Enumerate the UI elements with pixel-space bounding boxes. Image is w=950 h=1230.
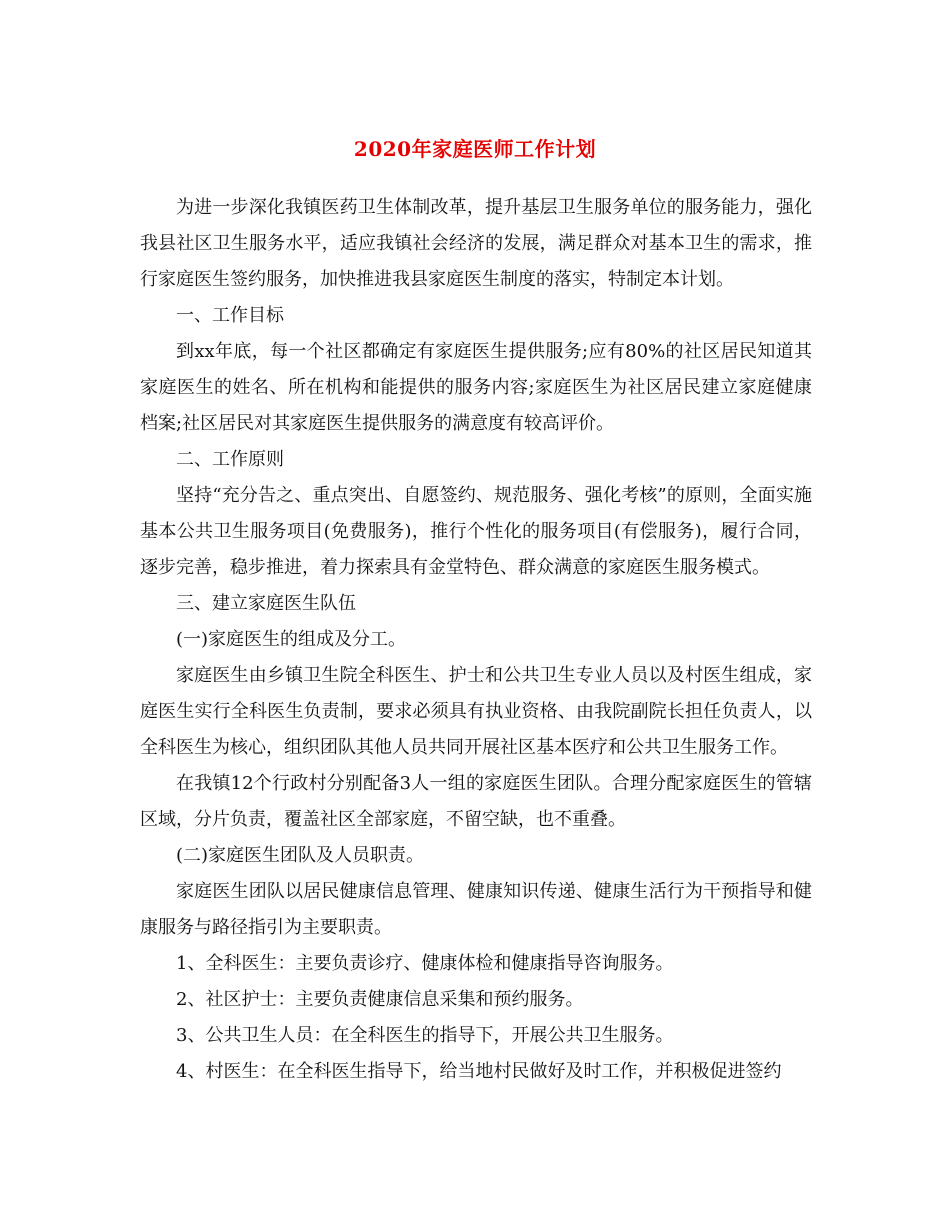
list-item-village-doctor: 4、村医生：在全科医生指导下，给当地村民做好及时工作，并积极促进签约: [176, 1061, 782, 1082]
document-body: [140, 190, 812, 1090]
list-item-general-practitioner: 1、全科医生：主要负责诊疗、健康体检和健康指导咨询服务。: [176, 953, 674, 974]
list-item-public-health-staff: 3、公共卫生人员：在全科医生的指导下，开展公共卫生服务。: [176, 1025, 674, 1046]
heading-work-goals: 一、工作目标: [176, 305, 284, 326]
paragraph-work-goals: 到xx年底，每一个社区都确定有家庭医生提供服务;应有80%的社区居民知道其家庭医生的姓名、所在机构和能提供的服务内容;家庭医生为社区居民建立家庭健康档案;社区居民对其家庭医生提供服务的满意度有较高评价。: [140, 341, 812, 434]
list-item-community-nurse: 2、社区护士：主要负责健康信息采集和预约服务。: [176, 989, 584, 1010]
paragraph-team-composition: 家庭医生由乡镇卫生院全科医生、护士和公共卫生专业人员以及村医生组成，家庭医生实行全科医生负责制，要求必须具有执业资格、由我院副院长担任负责人，以全科医生为核心，组织团队其他人员共同开展社区基本医疗和公共卫生服务工作。: [140, 665, 812, 758]
paragraph-team-duties: 家庭医生团队以居民健康信息管理、健康知识传递、健康生活行为干预指导和健康服务与路径指引为主要职责。: [140, 881, 812, 938]
subheading-team-duties: (二)家庭医生团队及人员职责。: [176, 845, 425, 866]
document-title: 2020年家庭医师工作计划: [353, 137, 597, 162]
subheading-team-composition: (一)家庭医生的组成及分工。: [176, 629, 407, 650]
heading-build-team: 三、建立家庭医生队伍: [176, 593, 356, 614]
paragraph-intro: 为进一步深化我镇医药卫生体制改革，提升基层卫生服务单位的服务能力，强化我县社区卫生服务水平，适应我镇社会经济的发展，满足群众对基本卫生的需求，推行家庭医生签约服务，加快推进我县家庭医生制度的落实，特制定本计划。: [140, 197, 812, 290]
paragraph-team-allocation: 在我镇12个行政村分别配备3人一组的家庭医生团队。合理分配家庭医生的管辖区域，分片负责，覆盖社区全部家庭，不留空缺，也不重叠。: [140, 773, 812, 830]
paragraph-work-principles: 坚持“充分告之、重点突出、自愿签约、规范服务、强化考核”的原则，全面实施基本公共卫生服务项目(免费服务)，推行个性化的服务项目(有偿服务)，履行合同，逐步完善，稳步推进，着力探索具有金堂特色、群众满意的家庭医生服务模式。: [140, 485, 812, 578]
heading-work-principles: 二、工作原则: [176, 449, 284, 470]
